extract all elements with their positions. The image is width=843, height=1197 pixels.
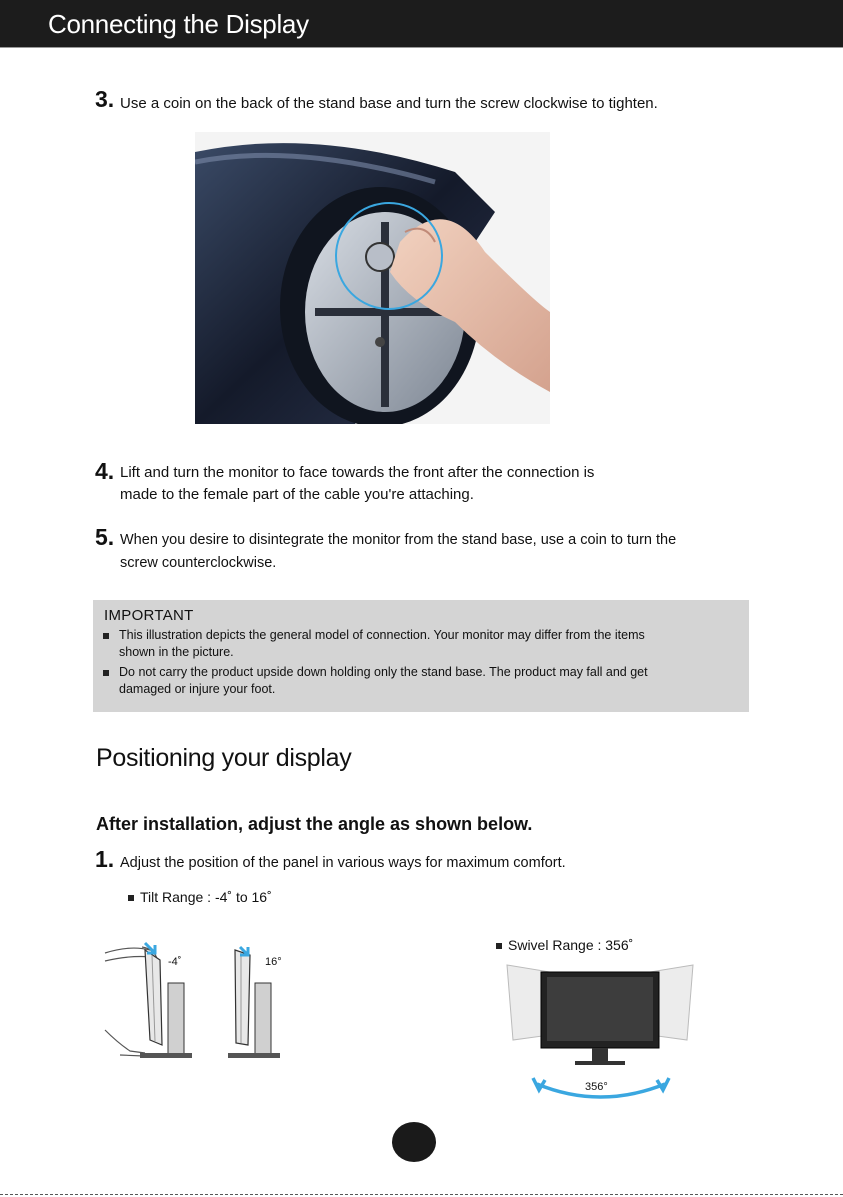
header-divider [0, 47, 843, 48]
step-3-number: 3. [95, 86, 115, 112]
positioning-step-number: 1. [95, 846, 115, 872]
important-item-line-2: damaged or injure your foot. [119, 682, 276, 696]
tilt-illustration [100, 935, 300, 1070]
page-header [0, 0, 843, 47]
swivel-degrees: 356° [585, 1081, 608, 1093]
page-title: Connecting the Display [48, 9, 309, 39]
bullet-icon [103, 670, 109, 676]
page-number-badge [392, 1122, 436, 1162]
important-item-line-2: shown in the picture. [119, 645, 234, 659]
important-item-line-1: This illustration depicts the general model of connection. Your monitor may differ from the items [119, 628, 645, 642]
bullet-icon [103, 633, 109, 639]
stand-screw-photo [195, 132, 550, 424]
step-4-line-1: Lift and turn the monitor to face towards the front after the connection is [120, 464, 595, 481]
swivel-range-label [496, 937, 633, 953]
tilt-left-degrees: -4˚ [168, 956, 182, 968]
swivel-illustration [505, 960, 695, 1105]
bullet-icon [496, 943, 502, 949]
step-3-text: Use a coin on the back of the stand base and turn the screw clockwise to tighten. [120, 95, 658, 112]
step-5-number: 5. [95, 524, 115, 550]
tilt-range-label [128, 889, 272, 905]
tilt-right-degrees: 16° [265, 956, 282, 968]
positioning-step-text: Adjust the position of the panel in various ways for maximum comfort. [120, 855, 566, 871]
important-notice [93, 600, 749, 712]
step-4-number: 4. [95, 458, 115, 484]
step-4-line-2: made to the female part of the cable you're attaching. [120, 486, 474, 503]
important-title: IMPORTANT [104, 607, 194, 624]
step-5-line-2: screw counterclockwise. [120, 555, 277, 571]
tilt-range-text: Tilt Range : -4˚ to 16˚ [140, 889, 272, 905]
swivel-range-text: Swivel Range : 356˚ [508, 937, 634, 953]
step-5-line-1: When you desire to disintegrate the monitor from the stand base, use a coin to turn the [120, 532, 677, 548]
sub-heading: After installation, adjust the angle as shown below. [96, 814, 533, 834]
section-heading: Positioning your display [96, 744, 352, 772]
bottom-divider [0, 1194, 843, 1195]
important-item-line-1: Do not carry the product upside down holding only the stand base. The product may fall and get [119, 665, 648, 679]
bullet-icon [128, 895, 134, 901]
